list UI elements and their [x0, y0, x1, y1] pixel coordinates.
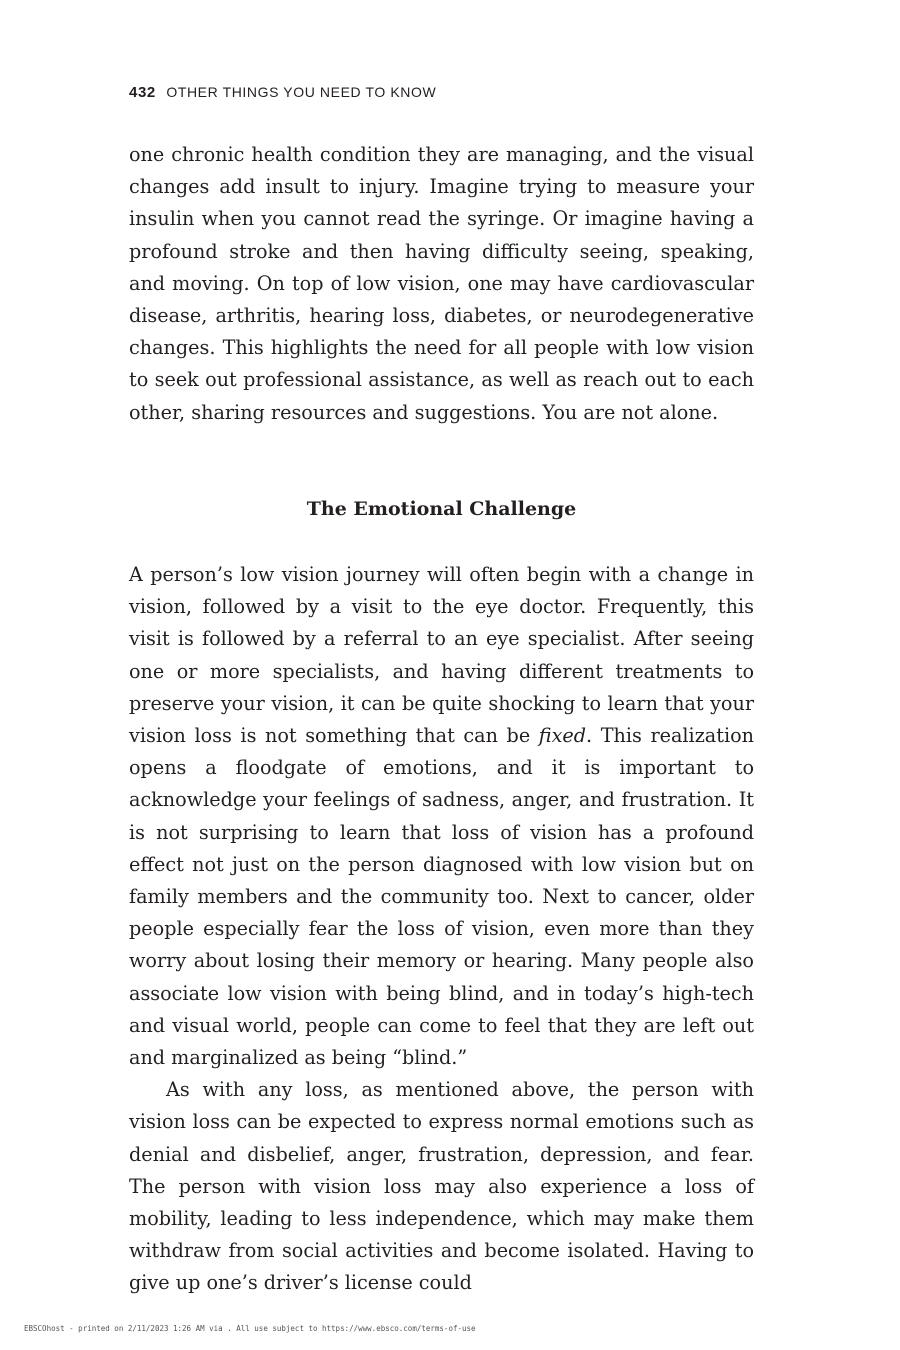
running-head: [129, 84, 436, 101]
italic-emphasis: fixed: [538, 724, 587, 748]
running-title: OTHER THINGS YOU NEED TO KNOW: [166, 84, 437, 100]
paragraph-indented: As with any loss, as mentioned above, the person with vision loss can be expected to express normal emotions such as denial and disbelief, anger, frustration, depression, and fear. The person with vision loss may also experience a loss of mobility, leading to less independence, which may make them withdraw from social activities and become isolated. Having to give up one’s driver’s license could: [129, 1078, 754, 1295]
paragraph-intro: [129, 559, 754, 1074]
print-footer: EBSCOhost - printed on 2/11/2023 1:26 AM via . All use subject to https://www.ebsco.com/terms-of-use: [24, 1324, 476, 1333]
paragraph-intro-text-2: . This realization opens a floodgate of emotions, and it is important to acknowledge your feelings of sadness, anger, and frustration. It is not surprising to learn that loss of vision has a profound effect not just on the person diagnosed with low vision but on family members and the community too. Next to cancer, older people especially fear the loss of vision, even more than they worry about losing their memory or hearing. Many people also associate low vision with being blind, and in today’s high-tech and visual world, people can come to feel that they are left out and marginalized as being “blind.”: [129, 724, 754, 1070]
body-section-emotional-challenge: [129, 559, 754, 1300]
paragraph-intro-text-1: A person’s low vision journey will often begin with a change in vision, followed by a visit to the eye doctor. Frequently, this visit is followed by a referral to an eye specialist. After seeing one or more specialists, and having different treatments to preserve your vision, it can be quite shocking to learn that your vision loss is not something that can be: [129, 563, 754, 748]
section-heading: The Emotional Challenge: [306, 498, 577, 520]
page-number: 432: [129, 84, 156, 101]
body-section-top: [129, 139, 754, 429]
paragraph-continued: one chronic health condition they are managing, and the visual changes add insult to injury. Imagine trying to measure your insulin when you cannot read the syringe. Or imagine having a profound stroke and then having difficulty seeing, speaking, and moving. On top of low vision, one may have cardiovascular disease, arthritis, hearing loss, diabetes, or neurodegenerative changes. This highlights the need for all people with low vision to seek out professional assistance, as well as reach out to each other, sharing resources and suggestions. You are not alone.: [129, 143, 754, 424]
